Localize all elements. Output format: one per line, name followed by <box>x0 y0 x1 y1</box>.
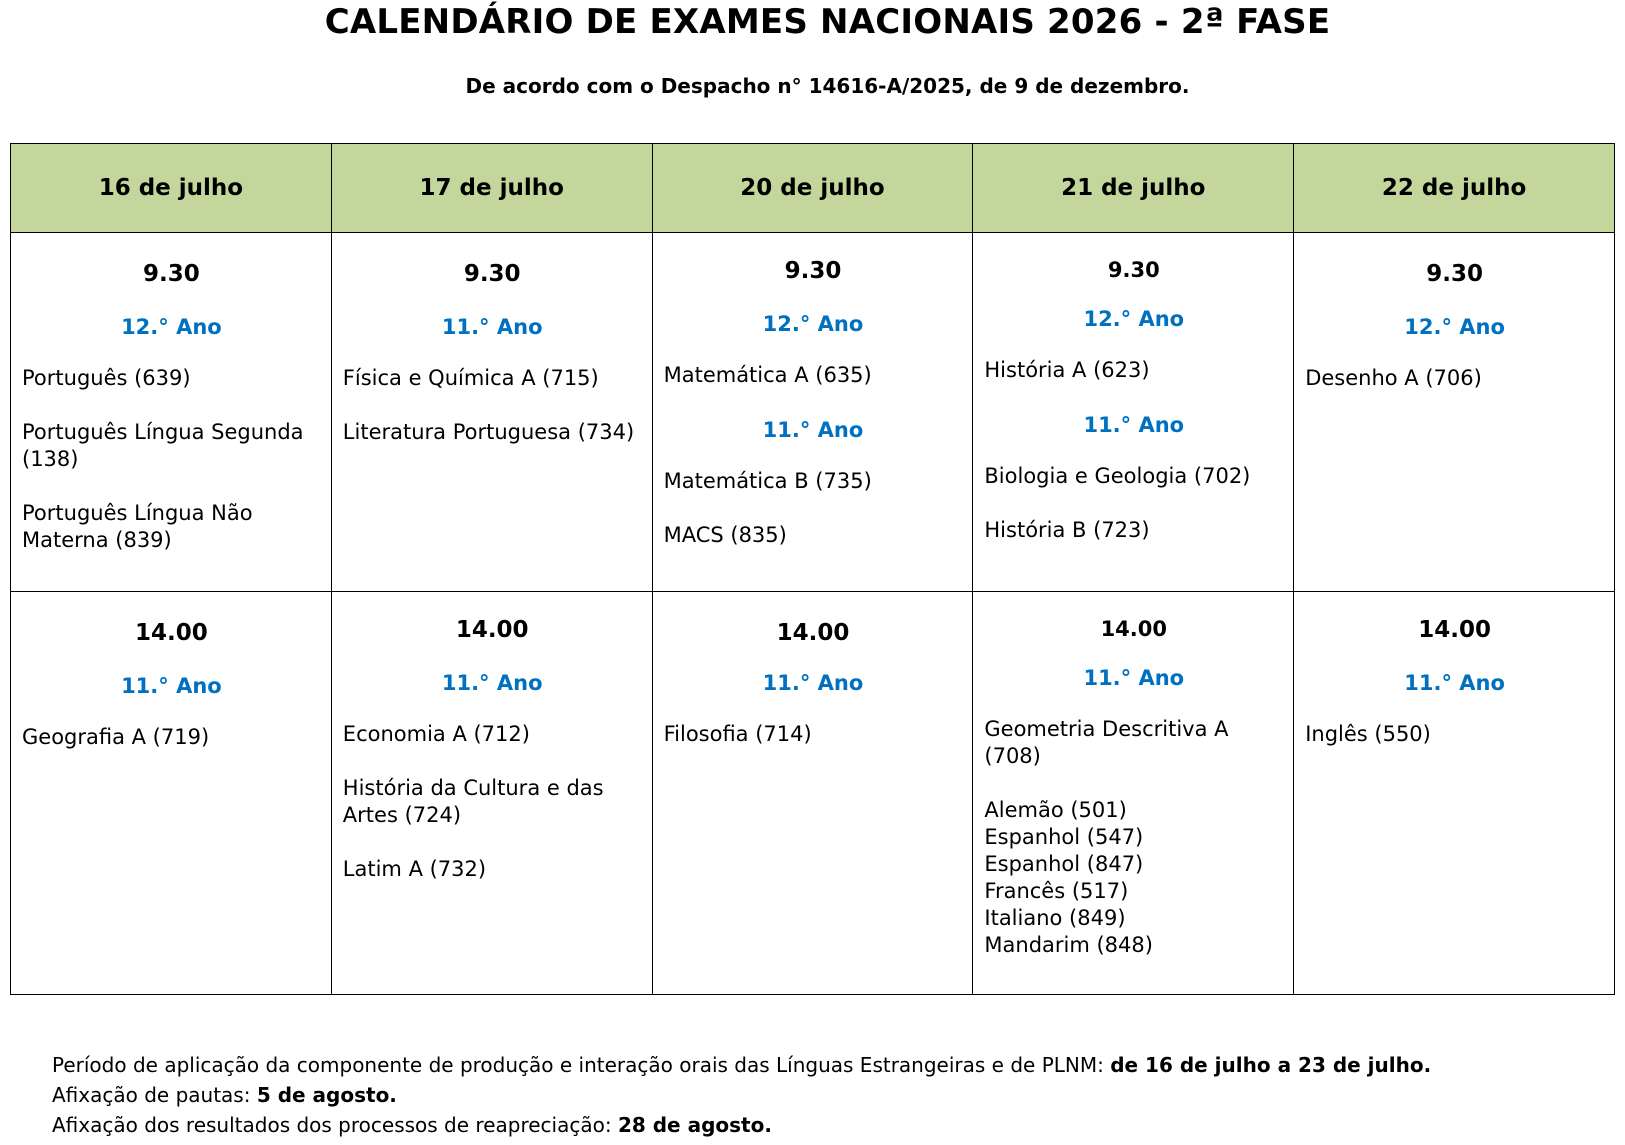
school-year-label: 11.° Ano <box>1083 666 1185 690</box>
session-cell-22-julho-afternoon <box>1294 592 1615 995</box>
school-year-label: 12.° Ano <box>762 312 864 336</box>
exam-item: Matemática A (635) <box>663 363 872 387</box>
exam-item: Física e Química A (715) <box>342 366 599 390</box>
exam-item: Italiano (849) <box>984 906 1126 930</box>
exam-item: História da Cultura e das Artes (724) <box>342 776 604 827</box>
exam-item: Filosofia (714) <box>663 722 812 746</box>
exam-item: Espanhol (547) <box>984 825 1144 849</box>
school-year-label: 11.° Ano <box>762 418 864 442</box>
exam-item: Português Língua Segunda (138) <box>22 420 304 471</box>
note-grades-posting <box>52 1080 1431 1110</box>
exam-item: Geografia A (719) <box>22 725 210 749</box>
school-year-label: 12.° Ano <box>1083 307 1185 331</box>
afternoon-session-row <box>11 592 1615 995</box>
session-time: 9.30 <box>1107 258 1160 282</box>
exam-item: Português Língua Não Materna (839) <box>22 501 253 552</box>
date-header-20-julho: 20 de julho <box>652 144 973 233</box>
foreign-language-exams-list <box>984 797 1283 959</box>
school-year-label: 12.° Ano <box>121 315 222 339</box>
notes-section <box>52 1050 1431 1140</box>
school-year-label: 11.° Ano <box>441 315 543 339</box>
page-subtitle: De acordo com o Despacho n° 14616-A/2025, de 9 de dezembro. <box>465 74 1190 98</box>
session-cell-22-julho-morning <box>1294 233 1615 592</box>
date-header-row <box>11 144 1615 233</box>
note-text: Afixação dos resultados dos processos de reapreciação: <box>52 1113 618 1137</box>
exam-item: Desenho A (706) <box>1305 366 1482 390</box>
date-header-22-julho: 22 de julho <box>1294 144 1615 233</box>
session-cell-17-julho-morning <box>331 233 652 592</box>
exam-item: Latim A (732) <box>342 857 487 881</box>
note-date: de 16 de julho a 23 de julho. <box>1110 1053 1432 1077</box>
exam-item: Matemática B (735) <box>663 469 872 493</box>
morning-session-row <box>11 233 1615 592</box>
exam-item: Geometria Descritiva A (708) <box>984 717 1229 768</box>
session-cell-16-julho-morning <box>11 233 332 592</box>
session-time: 14.00 <box>1418 617 1491 643</box>
session-time: 14.00 <box>135 620 208 646</box>
school-year-label: 11.° Ano <box>121 674 222 698</box>
session-time: 9.30 <box>784 258 842 284</box>
note-text: Afixação de pautas: <box>52 1083 257 1107</box>
exam-item: História A (623) <box>984 358 1150 382</box>
session-cell-16-julho-afternoon <box>11 592 332 995</box>
session-time: 9.30 <box>143 261 200 287</box>
session-cell-21-julho-morning <box>973 233 1294 592</box>
exam-calendar-table <box>10 143 1615 995</box>
session-cell-21-julho-afternoon <box>973 592 1294 995</box>
school-year-label: 11.° Ano <box>1083 413 1185 437</box>
exam-item: Mandarim (848) <box>984 933 1153 957</box>
exam-item: História B (723) <box>984 518 1150 542</box>
session-time: 9.30 <box>1426 261 1483 287</box>
page-title: CALENDÁRIO DE EXAMES NACIONAIS 2026 - 2ª FASE <box>324 2 1331 42</box>
session-cell-17-julho-afternoon <box>331 592 652 995</box>
exam-item: Francês (517) <box>984 879 1129 903</box>
exam-item: Inglês (550) <box>1305 722 1431 746</box>
note-text: Período de aplicação da componente de produção e interação orais das Línguas Estrangeiras e de PLNM: <box>52 1053 1111 1077</box>
school-year-label: 11.° Ano <box>1404 671 1505 695</box>
school-year-label: 11.° Ano <box>441 671 543 695</box>
note-oral-component-period <box>52 1050 1431 1080</box>
exam-item: Economia A (712) <box>342 722 530 746</box>
date-header-16-julho: 16 de julho <box>11 144 332 233</box>
session-time: 14.00 <box>776 620 850 646</box>
exam-item: Alemão (501) <box>984 798 1127 822</box>
exam-item: MACS (835) <box>663 523 787 547</box>
exam-item: Literatura Portuguesa (734) <box>342 420 635 444</box>
session-cell-20-julho-morning <box>652 233 973 592</box>
session-time: 14.00 <box>1100 617 1167 641</box>
session-cell-20-julho-afternoon <box>652 592 973 995</box>
note-date: 5 de agosto. <box>256 1083 397 1107</box>
session-time: 14.00 <box>455 617 529 643</box>
exam-item: Português (639) <box>22 366 191 390</box>
exam-item: Espanhol (847) <box>984 852 1144 876</box>
school-year-label: 11.° Ano <box>762 671 864 695</box>
date-header-17-julho: 17 de julho <box>331 144 652 233</box>
session-time: 9.30 <box>463 261 521 287</box>
school-year-label: 12.° Ano <box>1404 315 1505 339</box>
note-reappraisal-results <box>52 1110 1431 1140</box>
exam-item: Biologia e Geologia (702) <box>984 464 1251 488</box>
note-date: 28 de agosto. <box>617 1113 772 1137</box>
date-header-21-julho: 21 de julho <box>973 144 1294 233</box>
